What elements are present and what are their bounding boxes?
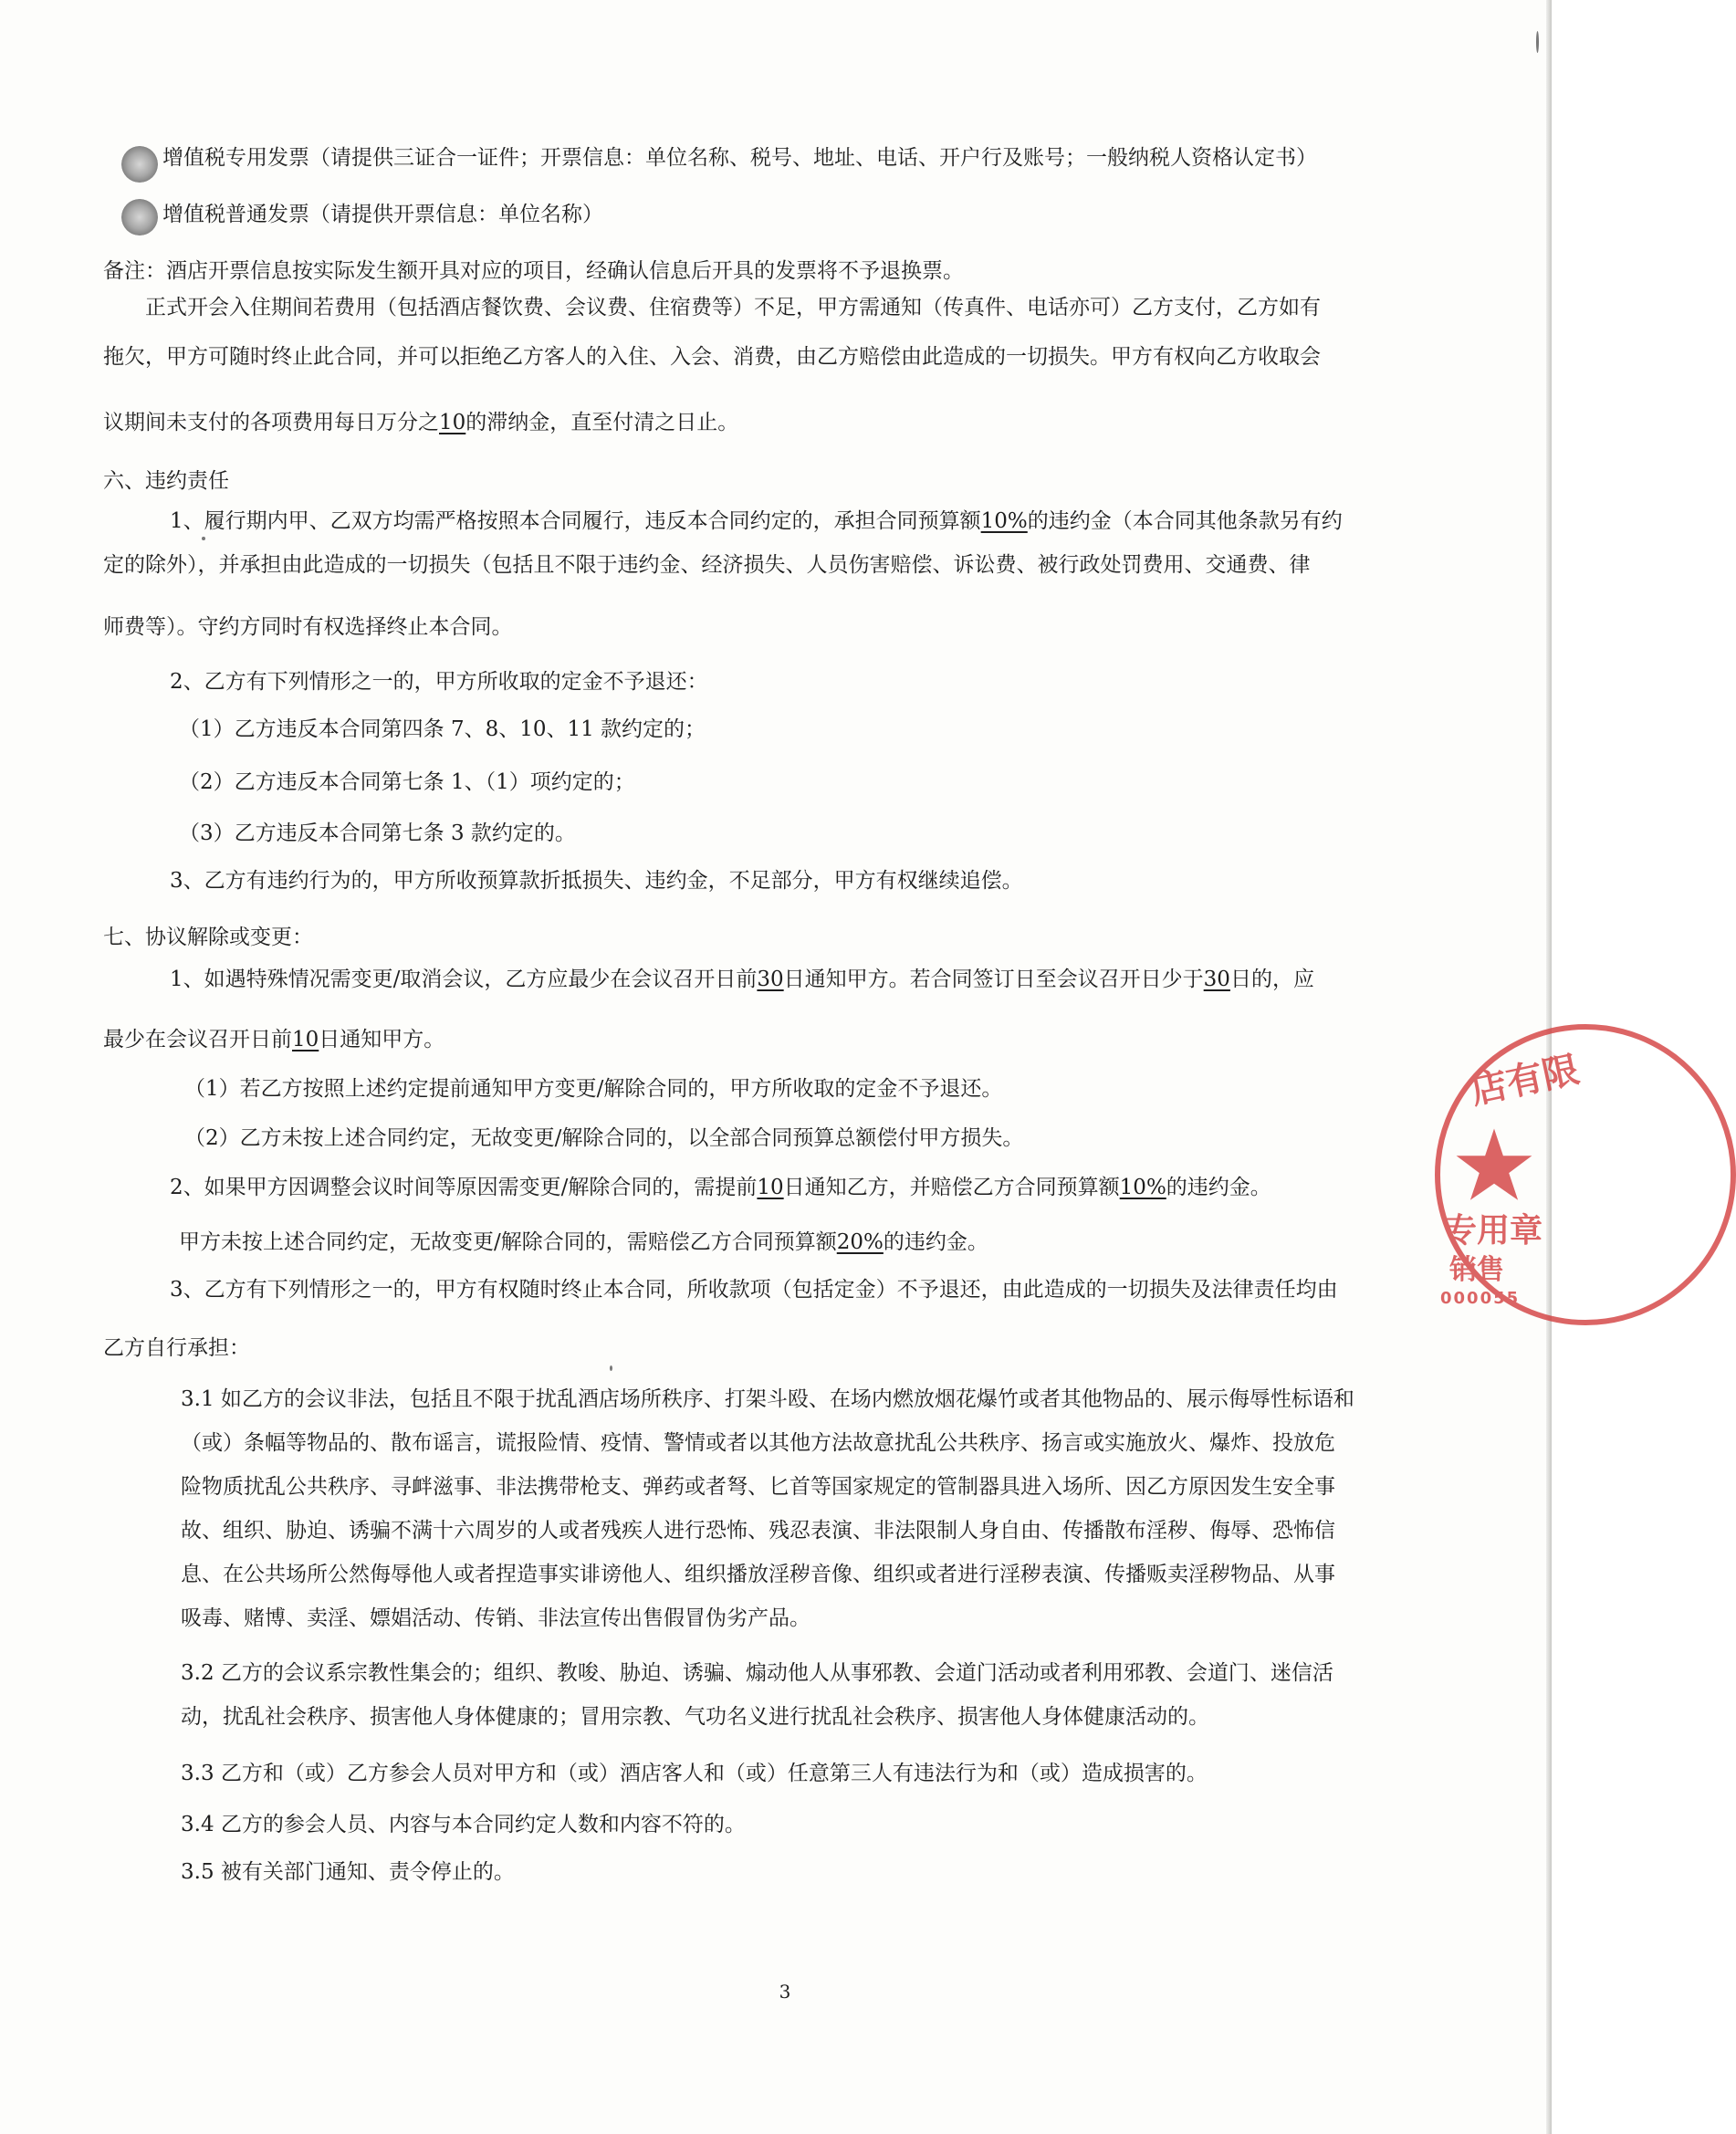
s7-p1-line-2-text-a: 最少在会议召开日前: [103, 1028, 292, 1051]
seal-text-middle: 专用章: [1444, 1212, 1543, 1250]
s7-p1-line-2-text-b: 日通知甲方。: [319, 1028, 445, 1051]
section-7-p1-item-2: [184, 1125, 1023, 1152]
section-7-heading: [103, 924, 313, 951]
section-6-heading-text: 六、违约责任: [103, 469, 229, 493]
s7-p2-line-2-text-a: 甲方未按上述合同约定，无故变更/解除合同的，需赔偿乙方合同预算额: [179, 1230, 837, 1254]
s6-p2-item-2-text: （2）乙方违反本合同第七条 1、（1）项约定的；: [179, 770, 635, 794]
c32-l2-text: 动，扰乱社会秩序、损害他人身体健康的；冒用宗教、气功名义进行扰乱社会秩序、损害他人身体健康活动的。: [181, 1705, 1209, 1729]
section-7-p2-line-2: [179, 1229, 988, 1256]
clause-3-1-line-4: [181, 1517, 1335, 1544]
section-6-heading: [103, 467, 229, 495]
section-6-p1-line-1: [170, 507, 1343, 535]
general-invoice-checkbox[interactable]: [121, 199, 158, 235]
s6-p1-text-b: 的违约金（本合同其他条款另有约: [1027, 509, 1343, 533]
special-invoice-checkbox[interactable]: [121, 146, 158, 183]
s6-p1-line-3-text: 师费等）。守约方同时有权选择终止本合同。: [103, 615, 513, 639]
section-6-p2: [170, 668, 708, 696]
section-7-p3-line-1: [170, 1276, 1338, 1303]
clause-3-5: [181, 1858, 515, 1886]
clause-3-1-line-6: [181, 1605, 810, 1632]
s7-p2-text-b: 日通知乙方，并赔偿乙方合同预算额: [783, 1176, 1120, 1199]
s7-p1-item-2-text: （2）乙方未按上述合同约定，无故变更/解除合同的，以全部合同预算总额偿付甲方损失。: [184, 1126, 1024, 1150]
c34-text: 3.4 乙方的参会人员、内容与本合同约定人数和内容不符的。: [181, 1813, 746, 1836]
penalty-rate-10-b: 10%: [1119, 1176, 1166, 1199]
seal-text-top: 店有限: [1467, 1048, 1584, 1113]
seal-text-sales: 销售: [1449, 1254, 1504, 1286]
seal-star-icon: [1453, 1125, 1535, 1207]
c31-l2-text: （或）条幅等物品的、散布谣言，谎报险情、疫情、警情或者以其他方法故意扰乱公共秩序、扬言或实施放火、爆炸、投放危: [181, 1431, 1335, 1455]
s6-p2-item-1-text: （1）乙方违反本合同第四条 7、8、10、11 款约定的；: [179, 717, 706, 741]
payment-line-1: [145, 294, 1321, 321]
c31-l5-text: 息、在公共场所公然侮辱他人或者捏造事实诽谤他人、组织播放淫秽音像、组织或者进行淫秽表演、传播贩卖淫秽物品、从事: [181, 1563, 1335, 1586]
payment-line-2-text: 拖欠，甲方可随时终止此合同，并可以拒绝乙方客人的入住、入会、消费，由乙方赔偿由此造成的一切损失。甲方有权向乙方收取会: [103, 345, 1321, 369]
section-6-p2-item-2: [179, 769, 635, 796]
s7-p1-text-a: 1、如遇特殊情况需变更/取消会议，乙方应最少在会议召开日前: [170, 968, 758, 991]
clause-3-4: [181, 1811, 746, 1838]
section-7-p1-item-1: [184, 1075, 1002, 1103]
payment-line-3-text-b: 的滞纳金，直至付清之日止。: [465, 411, 739, 434]
payment-line-3: [103, 409, 738, 436]
s6-p1-line-2-text: 定的除外），并承担由此造成的一切损失（包括且不限于违约金、经济损失、人员伤害赔偿、诉讼费、被行政处罚费用、交通费、律: [103, 553, 1311, 577]
scan-speck: [1536, 31, 1539, 53]
section-7-p2-line-1: [170, 1174, 1271, 1201]
section-7-p1-line-1: [170, 966, 1314, 993]
clause-3-2-line-1: [181, 1659, 1333, 1687]
s7-p2-text-a: 2、如果甲方因调整会议时间等原因需变更/解除合同的，需提前: [170, 1176, 758, 1199]
special-invoice-label: 增值税专用发票（请提供三证合一证件；开票信息：单位名称、税号、地址、电话、开户行及账号；一般纳税人资格认定书）: [162, 146, 1317, 170]
s7-p3-line-1-text: 3、乙方有下列情形之一的，甲方有权随时终止本合同，所收款项（包括定金）不予退还，由此造成的一切损失及法律责任均由: [170, 1278, 1338, 1302]
scan-speck: [202, 537, 205, 540]
penalty-rate-20: 20%: [836, 1230, 884, 1254]
late-fee-rate: 10: [439, 411, 466, 434]
clause-3-1-line-5: [181, 1561, 1335, 1588]
payment-line-1-text: 正式开会入住期间若费用（包括酒店餐饮费、会议费、住宿费等）不足，甲方需通知（传真件、电话亦可）乙方支付，乙方如有: [145, 296, 1321, 319]
s7-p1-item-1-text: （1）若乙方按照上述约定提前通知甲方变更/解除合同的，甲方所收取的定金不予退还。: [184, 1077, 1003, 1101]
notice-days-30-b: 30: [1203, 968, 1230, 991]
c31-l4-text: 故、组织、胁迫、诱骗不满十六周岁的人或者残疾人进行恐怖、残忍表演、非法限制人身自由、传播散布淫秽、侮辱、恐怖信: [181, 1519, 1335, 1543]
scan-speck: [610, 1365, 612, 1371]
s6-p3-text: 3、乙方有违约行为的，甲方所收预算款折抵损失、违约金，不足部分，甲方有权继续追偿。: [170, 869, 1023, 893]
clause-3-1-line-1: [181, 1386, 1354, 1413]
s7-p1-text-c: 日的，应: [1229, 968, 1314, 991]
clause-3-1-line-3: [181, 1473, 1335, 1501]
special-invoice-option: [162, 144, 1317, 172]
seal-number: 000055: [1440, 1289, 1521, 1308]
clause-3-3: [181, 1760, 1208, 1787]
payment-line-2: [103, 343, 1321, 371]
general-invoice-label: 增值税普通发票（请提供开票信息：单位名称）: [162, 203, 603, 226]
s7-p2-text-c: 的违约金。: [1166, 1176, 1271, 1199]
general-invoice-option: [162, 201, 603, 228]
c31-l1-text: 3.1 如乙方的会议非法，包括且不限于扰乱酒店场所秩序、打架斗殴、在场内燃放烟花爆竹或者其他物品的、展示侮辱性标语和: [181, 1387, 1354, 1411]
section-7-p3-line-2: [103, 1334, 250, 1362]
section-6-p2-item-1: [179, 716, 706, 743]
s6-p1-text-a: 1、履行期内甲、乙双方均需严格按照本合同履行，违反本合同约定的，承担合同预算额: [170, 509, 981, 533]
c33-text: 3.3 乙方和（或）乙方参会人员对甲方和（或）酒店客人和（或）任意第三人有违法行为和（或）造成损害的。: [181, 1762, 1208, 1785]
notice-days-10: 10: [292, 1028, 319, 1051]
payment-line-3-text-a: 议期间未支付的各项费用每日万分之: [103, 411, 439, 434]
invoice-note: [103, 257, 964, 285]
s7-p1-text-b: 日通知甲方。若合同签订日至会议召开日少于: [783, 968, 1204, 991]
s7-p3-line-2-text: 乙方自行承担：: [103, 1336, 250, 1360]
section-6-p1-line-3: [103, 613, 513, 641]
c32-l1-text: 3.2 乙方的会议系宗教性集会的；组织、教唆、胁迫、诱骗、煽动他人从事邪教、会道门活动或者利用邪教、会道门、迷信活: [181, 1661, 1333, 1685]
clause-3-2-line-2: [181, 1703, 1209, 1731]
invoice-note-text: 备注：酒店开票信息按实际发生额开具对应的项目，经确认信息后开具的发票将不予退换票。: [103, 259, 964, 283]
section-7-heading-text: 七、协议解除或变更：: [103, 926, 313, 949]
s7-p2-line-2-text-b: 的违约金。: [883, 1230, 988, 1254]
section-6-p2-item-3: [179, 820, 576, 847]
c31-l6-text: 吸毒、赌博、卖淫、嫖娼活动、传销、非法宣传出售假冒伪劣产品。: [181, 1606, 810, 1630]
c35-text: 3.5 被有关部门通知、责令停止的。: [181, 1860, 515, 1884]
notice-days-30-a: 30: [757, 968, 784, 991]
s6-p2-item-3-text: （3）乙方违反本合同第七条 3 款约定的。: [179, 821, 576, 845]
section-6-p1-line-2: [103, 551, 1311, 579]
s6-p2-text: 2、乙方有下列情形之一的，甲方所收取的定金不予退还：: [170, 670, 708, 694]
company-seal: [1435, 1024, 1584, 1325]
notice-days-10-b: 10: [757, 1176, 784, 1199]
clause-3-1-line-2: [181, 1429, 1335, 1457]
section-7-p1-line-2: [103, 1026, 444, 1053]
c31-l3-text: 险物质扰乱公共秩序、寻衅滋事、非法携带枪支、弹药或者弩、匕首等国家规定的管制器具进入场所、因乙方原因发生安全事: [181, 1475, 1335, 1499]
page-number: 3: [779, 1981, 791, 2003]
section-6-p3: [170, 867, 1023, 894]
penalty-rate-10: 10%: [980, 509, 1028, 533]
